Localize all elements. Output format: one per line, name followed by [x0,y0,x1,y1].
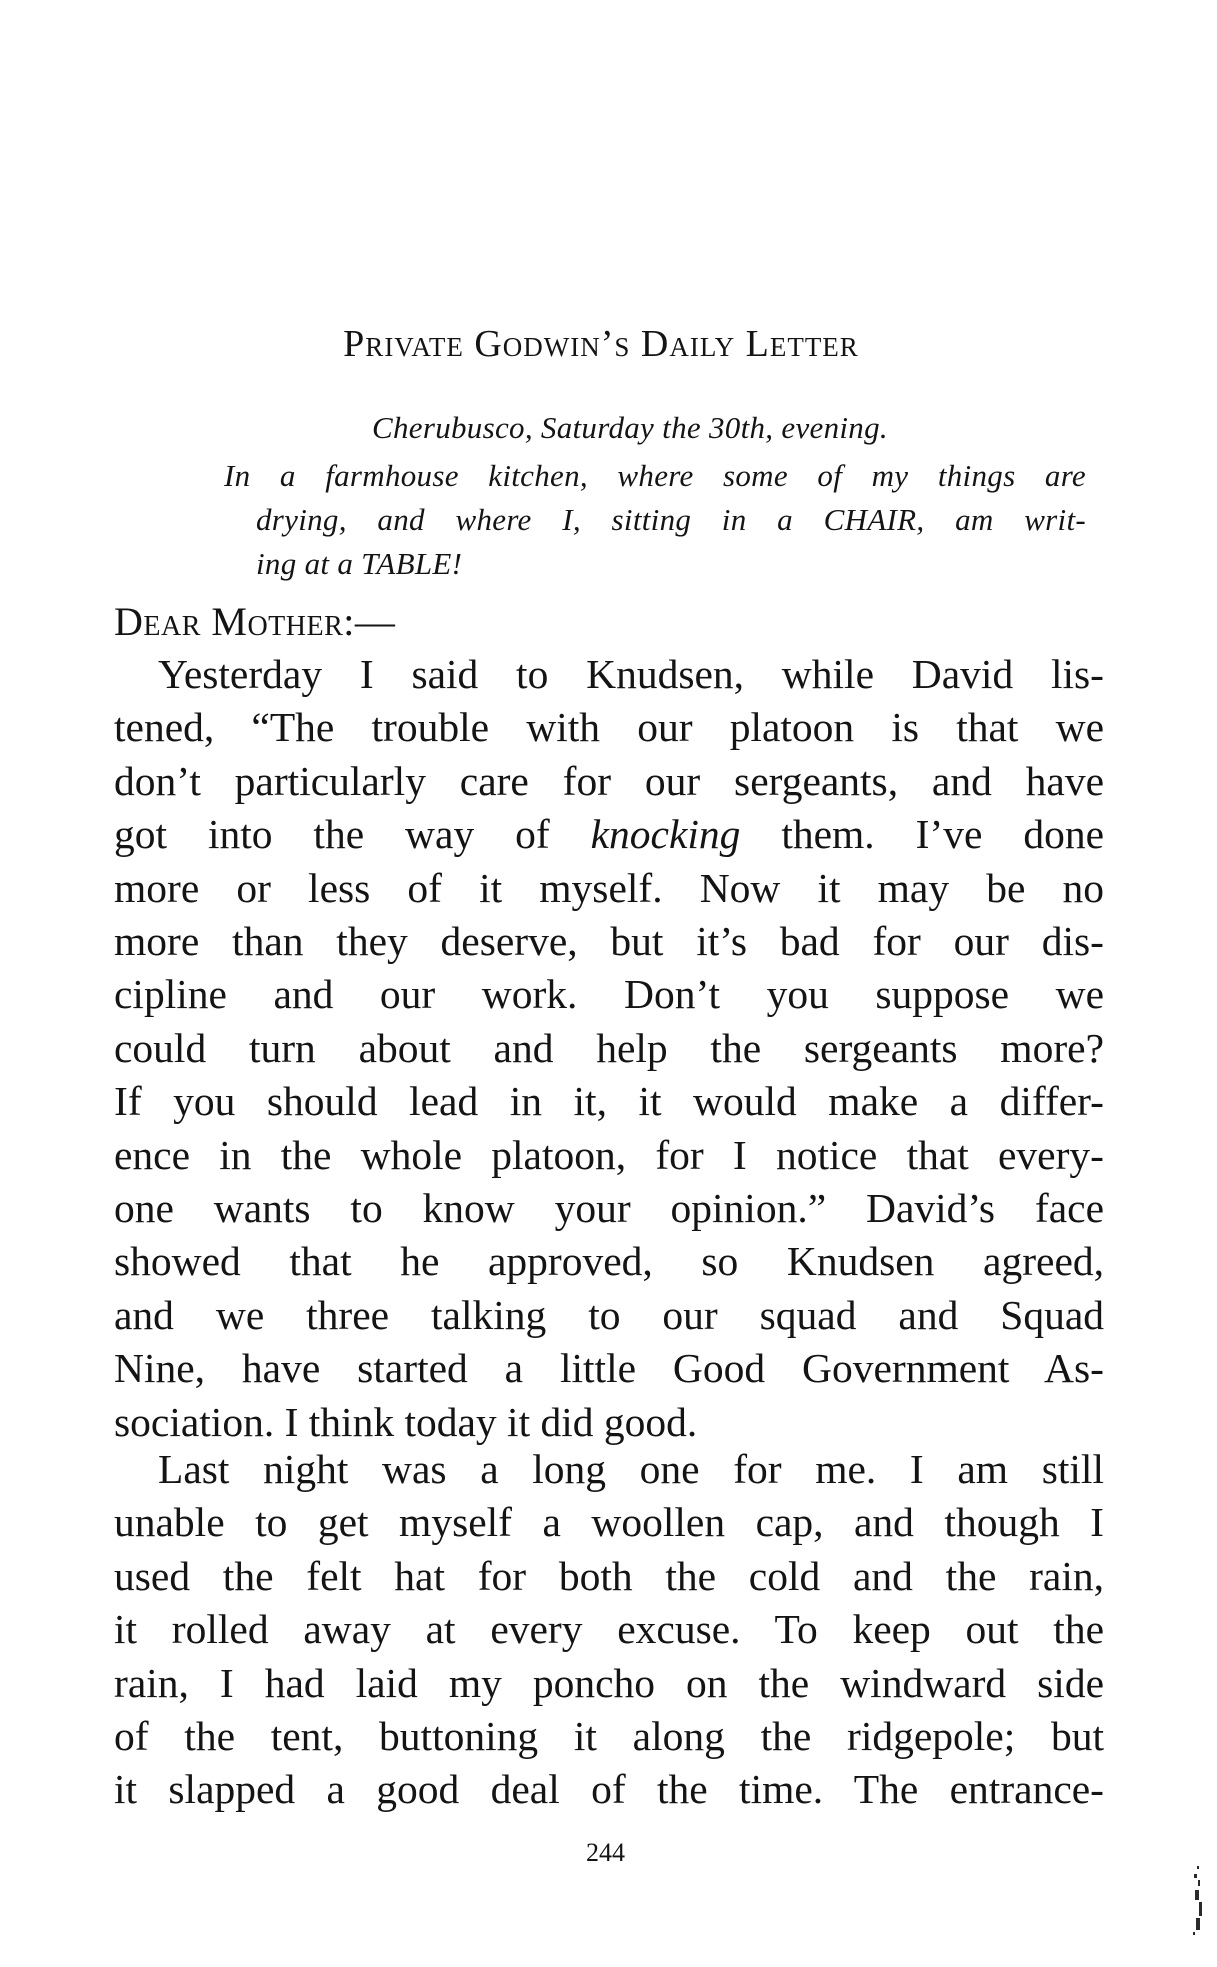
page-number: 244 [586,1838,625,1867]
dateline: Cherubusco, Saturday the 30th, evening. [372,410,888,445]
scan-edge-mark [1185,1862,1205,1942]
text-line: showed that he approved, so Knudsen agreed, [114,1238,1104,1285]
text-line: unable to get myself a woollen cap, and though I [114,1499,1104,1546]
text-line: it rolled away at every excuse. To keep out the [114,1606,1104,1653]
text-line-with-emphasis [114,808,1104,861]
text-segment: them. I’ve done [740,811,1104,858]
text-line: could turn about and help the sergeants more? [114,1024,1104,1071]
location-line-1: In a farmhouse kitchen, where some of my things are [224,458,1086,493]
text-line: Last night was a long one for me. I am still [158,1446,1104,1492]
text-line: If you should lead in it, it would make a differ- [114,1078,1104,1125]
emphasis-word: knocking [590,811,741,858]
text-line: of the tent, buttoning it along the ridgepole; but [114,1713,1104,1760]
paragraph-1 [114,648,1104,1449]
running-head: Private Godwin’s Daily Letter [343,323,859,365]
text-line: it slapped a good deal of the time. The entrance- [114,1766,1104,1813]
text-line: used the felt hat for both the cold and the rain, [114,1552,1104,1599]
text-line: sociation. I think today it did good. [114,1398,698,1445]
text-line: tened, “The trouble with our platoon is that we [114,704,1104,751]
text-line: and we three talking to our squad and Squad [114,1291,1104,1338]
salutation: Dear Mother:— [114,599,396,644]
text-line: Nine, have started a little Good Government As- [114,1345,1104,1392]
location-note [224,454,1086,586]
location-line-2: drying, and where I, sitting in a CHAIR, am writ- [256,502,1086,537]
text-segment: got into the way of [114,811,591,858]
text-line: cipline and our work. Don’t you suppose we [114,971,1104,1018]
text-line: more or less of it myself. Now it may be no [114,864,1104,911]
text-line: one wants to know your opinion.” David’s face [114,1185,1104,1232]
text-line: rain, I had laid my poncho on the windward side [114,1659,1104,1706]
location-line-3: ing at a TABLE! [256,546,463,581]
paragraph-2 [114,1443,1104,1817]
text-line: Yesterday I said to Knudsen, while David lis- [158,651,1104,697]
text-line: don’t particularly care for our sergeants, and have [114,757,1104,804]
text-line: ence in the whole platoon, for I notice that every- [114,1131,1104,1178]
text-line: more than they deserve, but it’s bad for our dis- [114,918,1104,965]
